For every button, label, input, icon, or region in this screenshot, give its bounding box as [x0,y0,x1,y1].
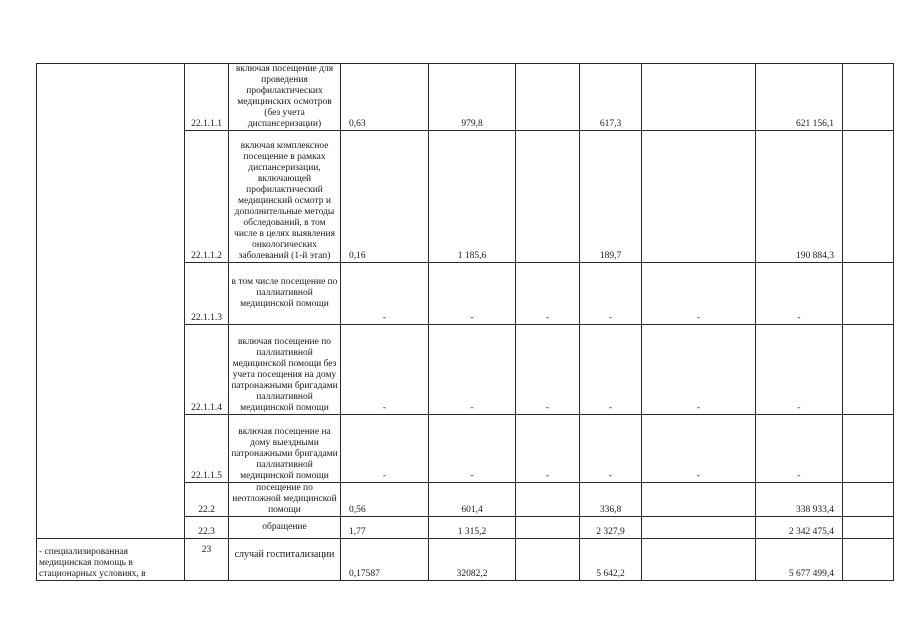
row-value-6: 621 156,1 [756,64,843,131]
data-table [36,63,894,581]
row-value-1: - [341,415,429,483]
row-value-6: - [756,325,843,415]
row-code: 22.1.1.4 [185,325,229,415]
row-value-4: 5 642,2 [580,539,642,581]
row-value-6: 5 677 499,4 [756,539,843,581]
row-value-4: - [580,263,642,325]
row-label: обращение [229,517,341,539]
row-label: включая посещение для проведения профилактических медицинских осмотров (без учета диспансеризации) [229,64,341,131]
row-value-3: - [516,415,580,483]
row-value-5 [642,64,756,131]
row-value-1: 1,77 [341,517,429,539]
row-value-3 [516,483,580,517]
row-code: 23 [185,539,229,581]
row-value-6: 190 884,3 [756,131,843,263]
row-value-5: - [642,263,756,325]
table-row [37,64,894,131]
row-value-3: - [516,263,580,325]
row-value-3 [516,539,580,581]
row-value-2: - [429,415,516,483]
row-value-4: - [580,325,642,415]
row-label: включая посещение по паллиативной медицинской помощи без учета посещения на дому патронажными бригадами паллиативной медицинской помощи [229,325,341,415]
row-value-2: 1 185,6 [429,131,516,263]
row-code: 22.1.1.2 [185,131,229,263]
row-value-7 [843,131,894,263]
row-value-5: - [642,325,756,415]
row-value-3 [516,517,580,539]
row-value-4: 617,3 [580,64,642,131]
row-value-2: - [429,325,516,415]
row-value-1: 0,16 [341,131,429,263]
row-label: случай госпитализации [229,539,341,581]
row-value-3: - [516,325,580,415]
row-value-5: - [642,415,756,483]
row-value-7 [843,325,894,415]
row-value-1: 0,56 [341,483,429,517]
row-value-1: - [341,263,429,325]
row-value-1: 0,63 [341,64,429,131]
row-value-6: - [756,415,843,483]
row-value-6: 2 342 475,4 [756,517,843,539]
row-value-7 [843,483,894,517]
row-value-2: - [429,263,516,325]
row-value-3 [516,131,580,263]
row-value-4: 336,8 [580,483,642,517]
row-code: 22.2 [185,483,229,517]
row-value-2: 601,4 [429,483,516,517]
row-value-2: 979,8 [429,64,516,131]
row-value-7 [843,539,894,581]
row-value-7 [843,517,894,539]
row-code: 22.1.1.5 [185,415,229,483]
row-value-4: - [580,415,642,483]
row-label: в том числе посещение по паллиативной медицинской помощи [229,263,341,325]
row-value-1: - [341,325,429,415]
table-row [37,539,894,581]
row-label: посещение по неотложной медицинской помощи [229,483,341,517]
row-value-6: 338 933,4 [756,483,843,517]
row-value-5 [642,131,756,263]
section-label-cell [37,64,185,539]
row-value-3 [516,64,580,131]
row-value-1: 0,17587 [341,539,429,581]
row-value-7 [843,263,894,325]
row-code: 22.1.1.3 [185,263,229,325]
row-value-5 [642,483,756,517]
row-value-6: - [756,263,843,325]
row-value-4: 2 327,9 [580,517,642,539]
row-value-2: 32082,2 [429,539,516,581]
row-label: включая комплексное посещение в рамках диспансеризации, включающей профилактический медицинский осмотр и дополнительные методы обследований, в том числе в целях выявления онкологических заболеваний (1-й этап) [229,131,341,263]
row-label: включая посещение на дому выездными патронажными бригадами паллиативной медицинской помощи [229,415,341,483]
row-value-7 [843,415,894,483]
row-value-2: 1 315,2 [429,517,516,539]
row-value-5 [642,539,756,581]
row-code: 22.3 [185,517,229,539]
row-value-5 [642,517,756,539]
row-value-4: 189,7 [580,131,642,263]
row-value-7 [843,64,894,131]
section-label: - специализированная медицинская помощь в стационарных условиях, в [37,539,185,581]
row-code: 22.1.1.1 [185,64,229,131]
